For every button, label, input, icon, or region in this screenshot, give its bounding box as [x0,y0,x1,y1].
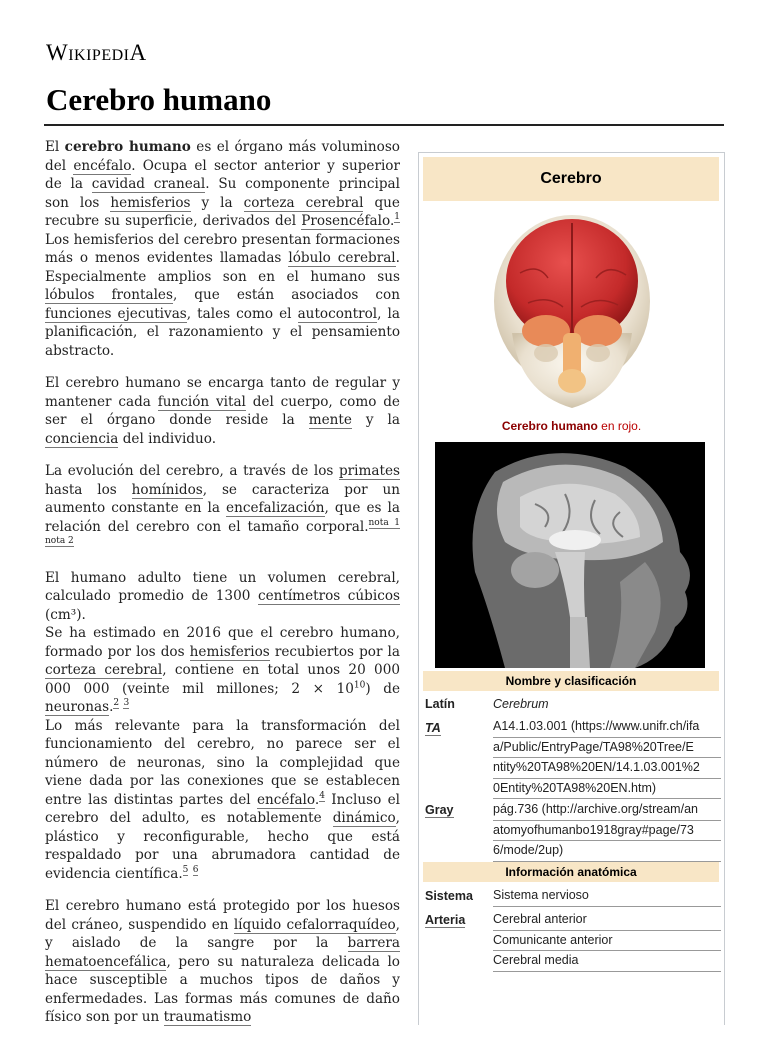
page-title: Cerebro humano [46,82,272,117]
text: El cerebro humano está protegido por los huesos del cráneo, suspendido en [45,898,400,933]
text: . Ocupa el sector anterior y superior de la [45,157,400,192]
link-hemisferios[interactable]: hemisferios [110,194,191,211]
label-ta[interactable]: TA [425,721,441,735]
link-hemisferios-2[interactable]: hemisferios [189,643,270,660]
text: . [314,791,320,808]
text: , tales como el [186,305,298,322]
link-conciencia[interactable]: conciencia [45,430,119,447]
gray-line[interactable]: atomyofhumanbo1918gray#page/73 [493,821,721,842]
text: . Especialmente amplios son en el humano sus [45,250,400,285]
text: Los hemisferios del cerebro presentan formaciones más o menos evidentes llamadas [45,231,400,266]
text: Incluso el cerebro del adulto, es notablemente [45,791,400,826]
link-cerebral-anterior[interactable]: Cerebral anterior [493,910,721,931]
link-funciones-ejecutivas[interactable]: funciones ejecutivas [45,305,187,322]
paragraph-functions [45,374,400,448]
text: , plástico y reconfigurable, hecho que está respaldado por una abrumadora cantidad de evidencia científica. [45,810,400,882]
text: Se ha estimado en 2016 que el cerebro humano, formado por los dos [45,625,400,660]
text: , se caracteriza por un aumento constante en la [45,481,400,516]
text: . Su componente principal son los [45,176,401,211]
reference-4[interactable]: 4 [319,790,325,801]
paragraph-protection [45,897,400,1027]
value-gray[interactable] [493,800,721,862]
link-liquido-cefalorraquideo[interactable]: líquido cefalorraquídeo [233,916,396,933]
link-encefalo-2[interactable]: encéfalo [256,791,315,808]
text: (cm³). [45,606,86,623]
bold-term: cerebro humano [64,139,191,155]
reference-6[interactable]: 6 [192,864,199,875]
gray-line[interactable]: pág.736 (http://archive.org/stream/an [493,800,721,821]
link-traumatismo[interactable]: traumatismo [163,1009,252,1025]
wordmark-w: W [46,40,69,65]
wordmark-a: A [129,40,147,65]
reference-5[interactable]: 5 [182,864,189,875]
link-centimetros-cubicos[interactable]: centímetros cúbicos [257,588,400,604]
link-dinamico[interactable]: dinámico [332,810,396,826]
link-funcion-vital[interactable]: función vital [157,393,246,410]
infobox [418,152,725,1025]
value-sistema[interactable] [493,886,721,907]
reference-1[interactable]: 1 [394,212,400,223]
caption-bold: Cerebro humano [501,419,598,433]
link-corteza-cerebral[interactable]: corteza cerebral [243,194,364,211]
text: hasta los [45,481,132,498]
brain-image-caption [419,419,724,433]
paragraph-volume [45,569,400,625]
gray-line[interactable]: 6/mode/2up) [493,841,721,862]
link-cerebral-media[interactable]: Cerebral media [493,951,721,972]
text: del individuo. [118,430,217,447]
link-primates[interactable]: primates [338,463,400,479]
link-encefalizacion[interactable]: encefalización [226,500,325,516]
text: que recubre su superficie, derivados del [45,194,400,229]
exponent: 10 [353,679,366,690]
text: La evolución del cerebro, a través de los [45,463,339,479]
text: del cuerpo, como de ser el órgano donde reside la [45,393,400,428]
text: . [389,213,395,229]
paragraph-connections [45,717,400,884]
ta-line[interactable]: ntity%20TA98%20EN/14.1.03.001%2 [493,758,721,779]
text: Lo más relevante para la transformación del funcionamiento del cerebro, no parece ser el número de neuronas, sino la complejidad que viene dada por las conexiones que se establecen entre las distintas partes del [45,717,400,808]
reference-2[interactable]: 2 [113,698,120,709]
title-divider [44,124,724,126]
ta-line[interactable]: a/Public/EntryPage/TA98%20Tree/E [493,738,721,759]
label-arteria[interactable]: Arteria [425,913,466,927]
text: es el órgano más voluminoso del [45,139,400,174]
caption-rest: en rojo. [597,419,642,433]
link-sistema-nervioso[interactable]: Sistema nervioso [493,886,721,907]
section-header-clasificacion: Nombre y clasificación [423,671,719,691]
ta-line[interactable]: A14.1.03.001 (https://www.unifr.ch/ifa [493,717,721,738]
paragraph-neurons [45,624,400,717]
link-prosencefalo[interactable]: Prosencéfalo [301,213,390,229]
link-lobulo-cerebral[interactable]: lóbulo cerebral [288,250,396,266]
paragraph-intro [45,138,400,360]
value-ta[interactable] [493,717,721,799]
link-neuronas[interactable]: neuronas [45,699,110,715]
text: , pero su naturaleza delicada lo hace susceptible a muchos tipos de daños y enfermedades. Las formas más comunes de daño físico son por un [45,953,400,1025]
link-encefalo[interactable]: encéfalo [73,157,132,174]
text: ) de [365,680,400,697]
ta-line[interactable]: 0Entity%20TA98%20EN.htm) [493,779,721,800]
text: El humano adulto tiene un volumen cerebral, calculado promedio de 1300 [45,569,400,604]
link-autocontrol[interactable]: autocontrol [297,305,378,322]
wordmark-mid: IKIPEDI [68,47,130,64]
text: , contiene en total unos 20 000 000 000 (veinte mil millones; 2 × 10 [45,662,400,697]
section-header-anatomica: Información anatómica [423,862,719,882]
mri-scan-image[interactable] [435,442,705,668]
label-gray[interactable]: Gray [425,803,454,817]
text: recubiertos por la [269,643,400,660]
link-barrera-hematoencefalica[interactable]: barrera hematoencefálica [45,935,400,970]
label-sistema: Sistema [425,889,473,903]
reference-3[interactable]: 3 [123,698,130,709]
text: y la [351,412,401,428]
text: . [109,699,114,715]
paragraph-evolution [45,462,400,555]
text: , que es la relación del cerebro con el tamaño corporal. [45,500,400,535]
infobox-title: Cerebro [423,157,719,201]
text: , la planificación, el razonamiento y el pensamiento abstracto. [45,305,400,359]
brain-illustration-image[interactable] [468,203,676,415]
text: y la [190,194,244,211]
text: , que están asociados con [172,287,400,303]
link-mente[interactable]: mente [308,412,352,428]
value-arteria[interactable] [493,910,721,972]
link-corteza-cerebral-2[interactable]: corteza cerebral [45,662,163,678]
text: El cerebro humano se encarga tanto de regular y mantener cada [45,375,400,410]
link-lobulos-frontales[interactable]: lóbulos frontales [45,287,173,303]
text: , y aislado de la sangre por la [45,916,400,951]
value-latin: Cerebrum [493,697,549,711]
text: El [45,139,65,155]
wikipedia-wordmark[interactable] [46,40,147,66]
note-2[interactable]: nota 2 [45,536,74,547]
link-cavidad-craneal[interactable]: cavidad craneal [91,176,206,192]
article-body [45,138,400,1041]
link-comunicante-anterior[interactable]: Comunicante anterior [493,931,721,952]
label-latin: Latín [425,697,455,711]
link-hominidos[interactable]: homínidos [131,481,203,498]
note-1[interactable]: nota 1 [368,517,400,528]
